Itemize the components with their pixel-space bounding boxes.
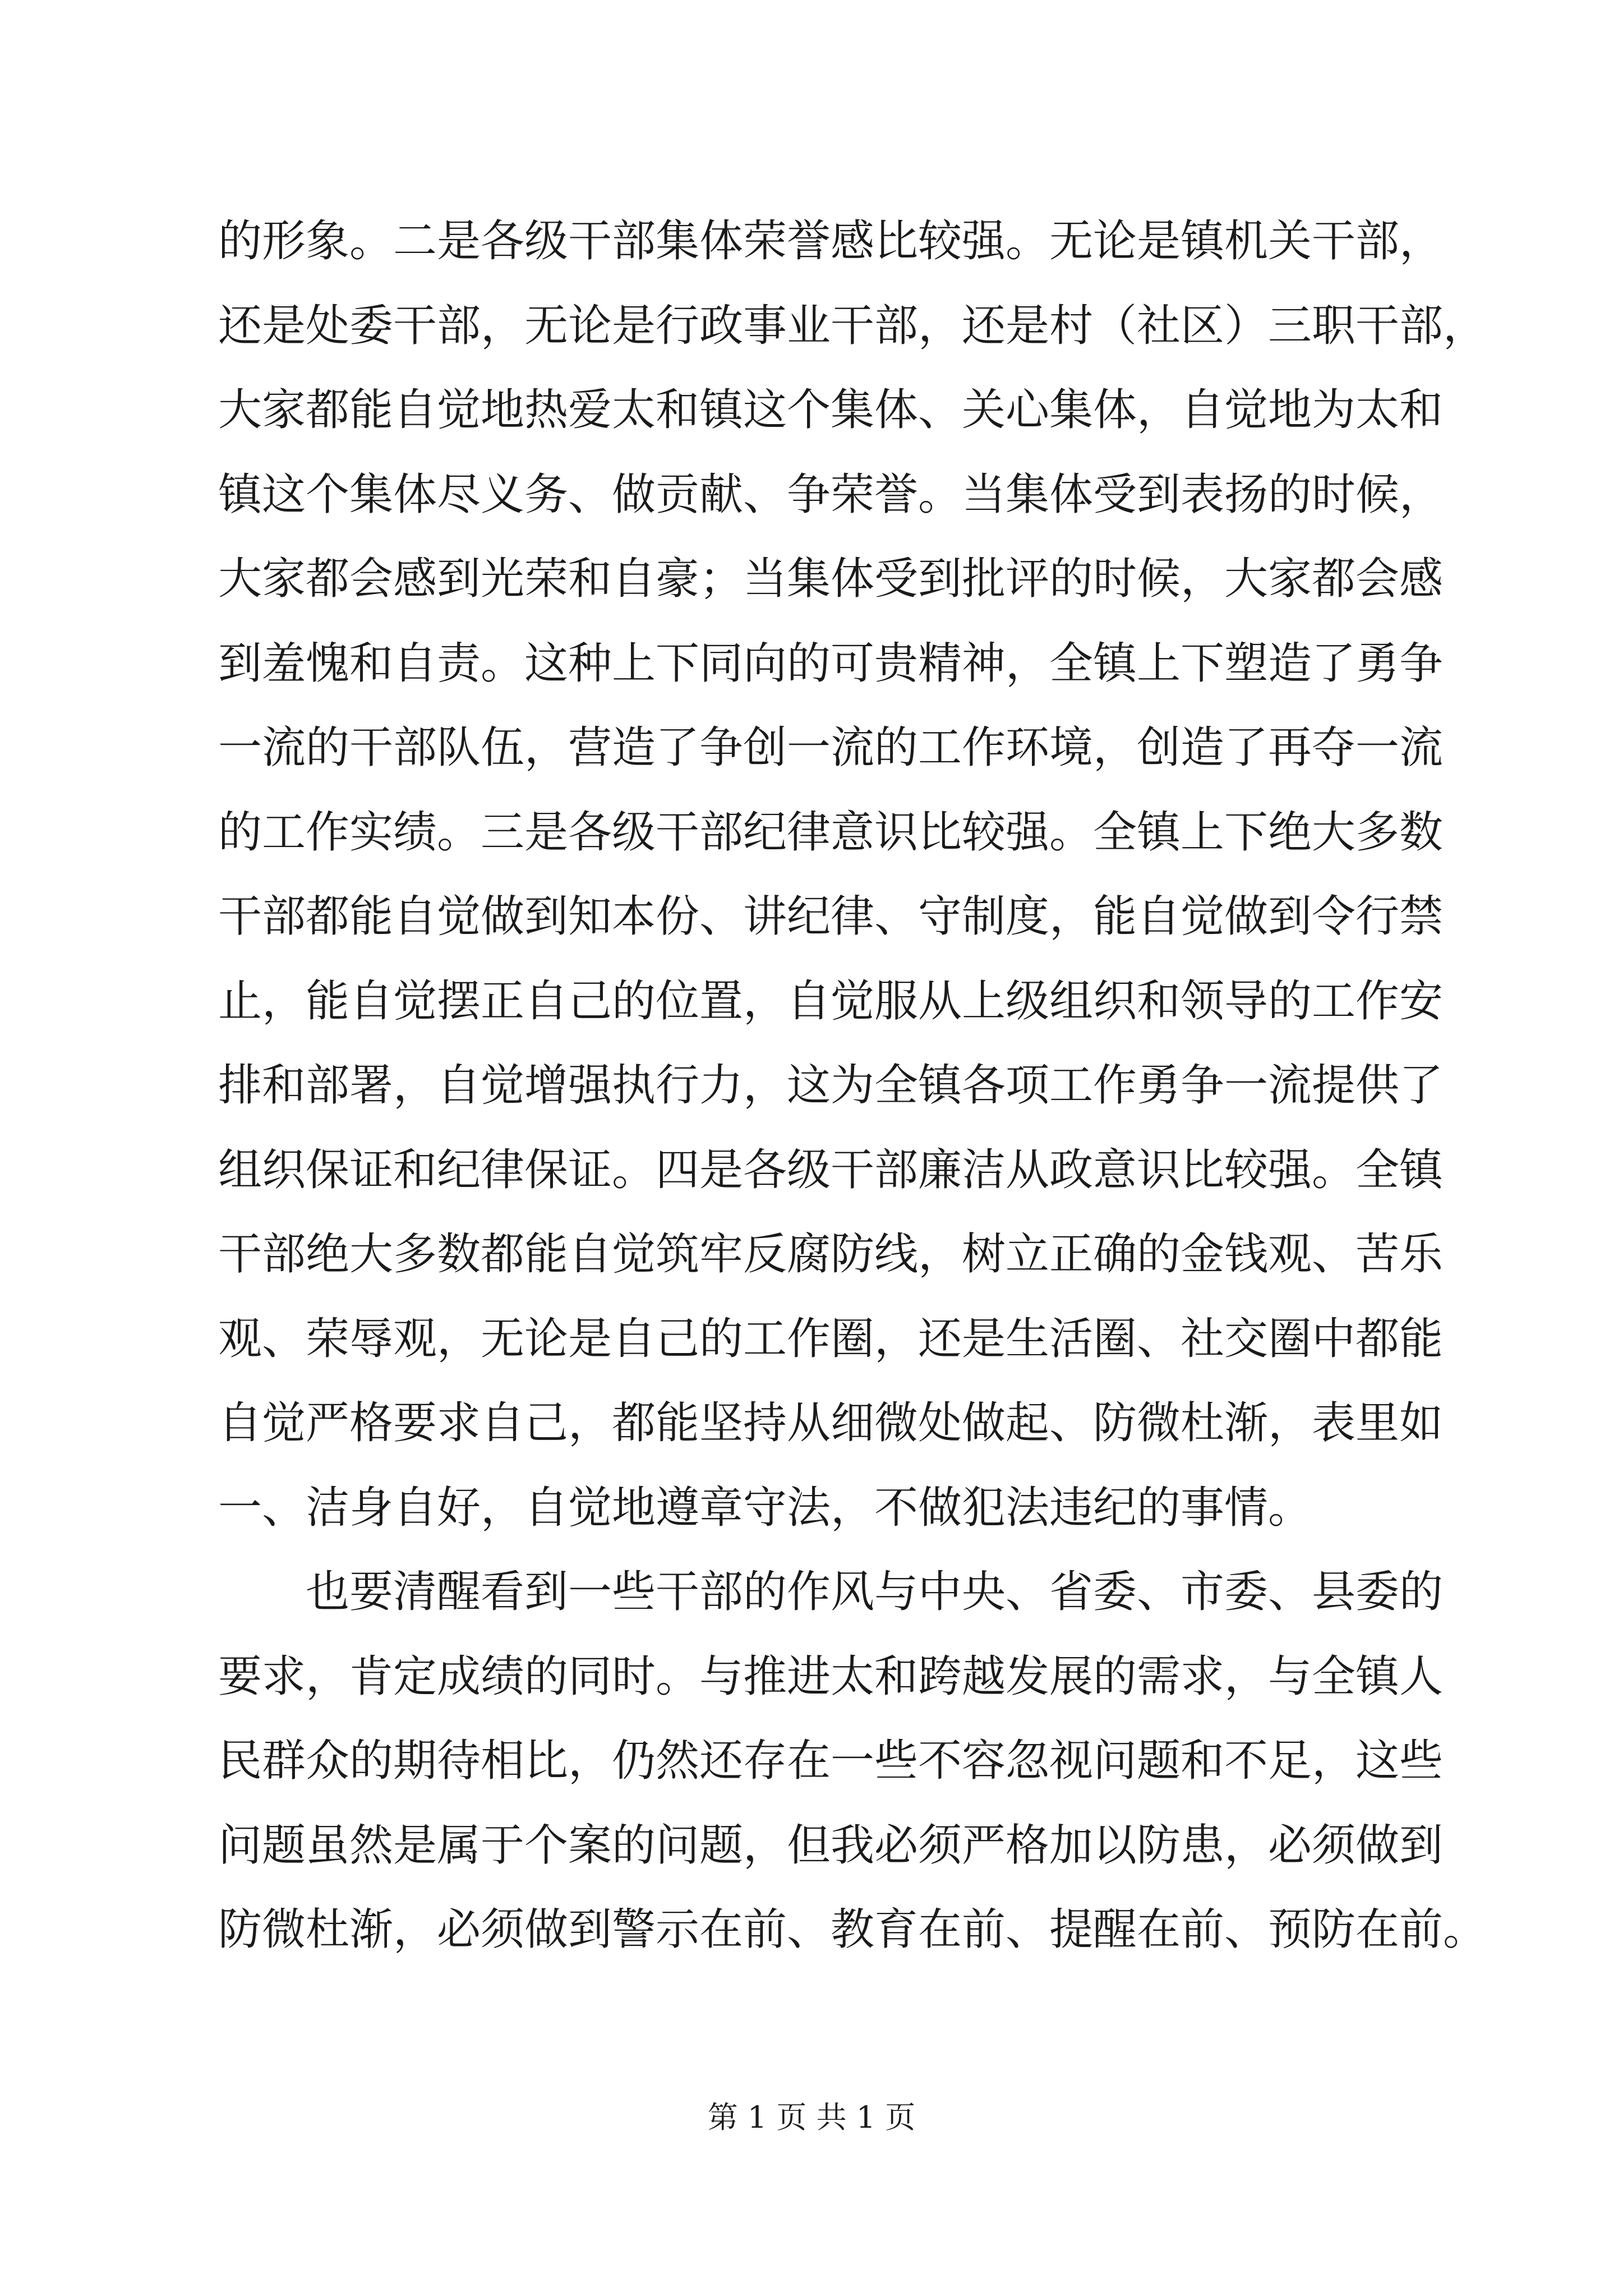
text-line: 要求，肯定成绩的同时。与推进太和跨越发展的需求，与全镇人 <box>218 1651 1444 1702</box>
text-line: 大家都会感到光荣和自豪；当集体受到批评的时候，大家都会感 <box>218 554 1444 604</box>
text-line: 民群众的期待相比，仍然还存在一些不容忽视问题和不足，这些 <box>218 1736 1444 1786</box>
text-line: 自觉严格要求自己，都能坚持从细微处做起、防微杜渐，表里如 <box>218 1398 1444 1448</box>
text-line: 的工作实绩。三是各级干部纪律意识比较强。全镇上下绝大多数 <box>218 807 1444 858</box>
text-line: 大家都能自觉地热爱太和镇这个集体、关心集体，自觉地为太和 <box>218 385 1444 435</box>
page-footer <box>0 2098 1623 2137</box>
text-line: 观、荣辱观，无论是自己的工作圈，还是生活圈、社交圈中都能 <box>218 1313 1444 1364</box>
text-line: 组织保证和纪律保证。四是各级干部廉洁从政意识比较强。全镇 <box>218 1144 1444 1195</box>
text-line: 一流的干部队伍，营造了争创一流的工作环境，创造了再夺一流 <box>218 723 1444 773</box>
text-line: 干部绝大多数都能自觉筑牢反腐防线，树立正确的金钱观、苦乐 <box>218 1229 1444 1280</box>
text-line: 问题虽然是属于个案的问题，但我必须严格加以防患，必须做到 <box>218 1820 1444 1871</box>
text-line: 干部都能自觉做到知本份、讲纪律、守制度，能自觉做到令行禁 <box>218 891 1444 942</box>
text-line: 排和部署，自觉增强执行力，这为全镇各项工作勇争一流提供了 <box>218 1060 1444 1111</box>
text-line: 的形象。二是各级干部集体荣誉感比较强。无论是镇机关干部， <box>218 216 1444 266</box>
page-number-label: 第 1 页 共 1 页 <box>707 2100 916 2135</box>
paragraph-2 <box>218 1550 1487 1972</box>
text-line: 也要清醒看到一些干部的作风与中央、省委、市委、县委的 <box>306 1567 1444 1617</box>
document-body <box>218 199 1487 1972</box>
text-line: 止，能自觉摆正自己的位置，自觉服从上级组织和领导的工作安 <box>218 976 1444 1027</box>
text-line: 镇这个集体尽义务、做贡献、争荣誉。当集体受到表扬的时候， <box>218 469 1444 520</box>
text-line: 一、洁身自好，自觉地遵章守法，不做犯法违纪的事情。 <box>218 1482 1312 1533</box>
paragraph-1 <box>218 199 1487 1550</box>
text-line: 还是处委干部，无论是行政事业干部，还是村（社区）三职干部， <box>218 300 1487 351</box>
text-line: 到羞愧和自责。这种上下同向的可贵精神，全镇上下塑造了勇争 <box>218 638 1444 689</box>
text-line: 防微杜渐，必须做到警示在前、教育在前、提醒在前、预防在前。 <box>218 1904 1487 1955</box>
